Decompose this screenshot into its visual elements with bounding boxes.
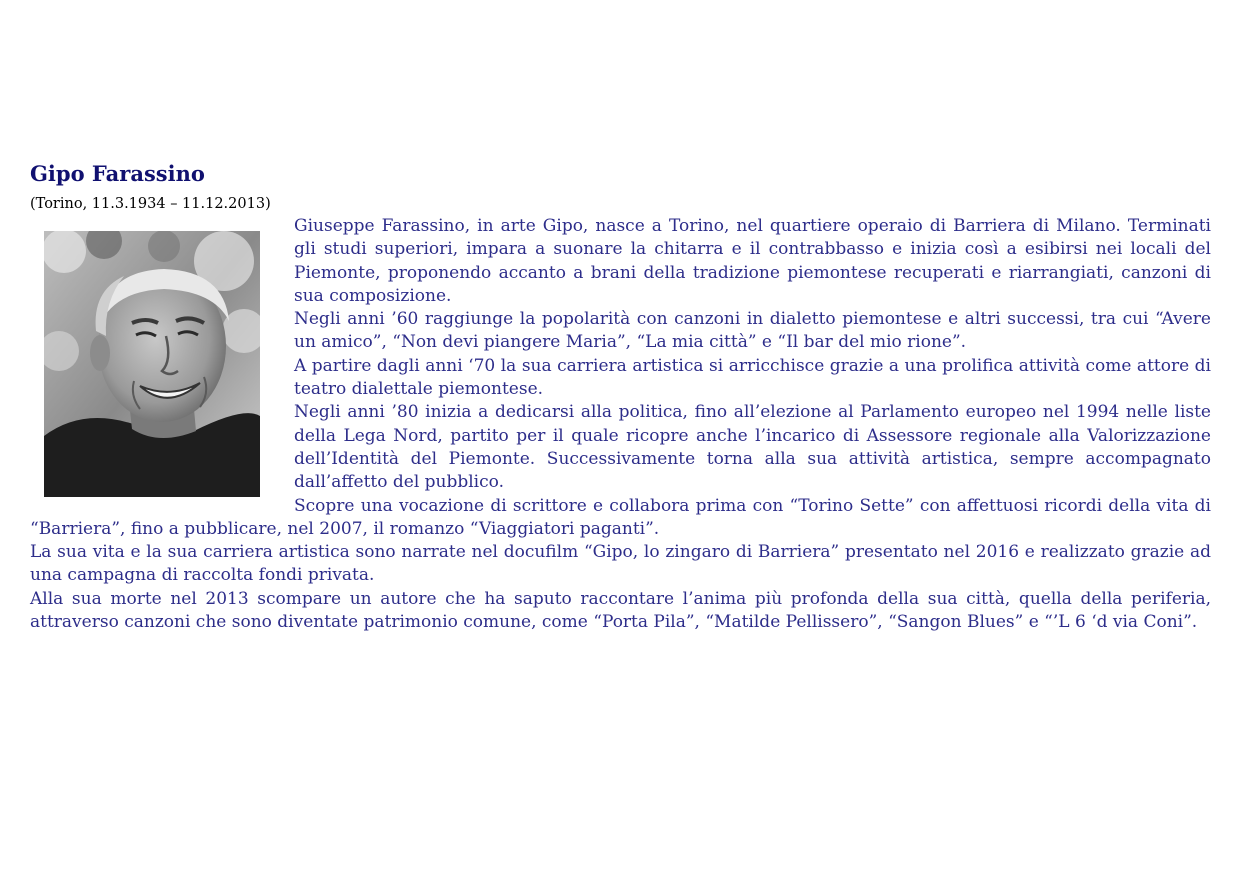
bio-paragraph: Scopre una vocazione di scrittore e collabora prima con “Torino Sette” con affettuosi ricordi della vita di “Barriera”, fino a pubblicare, nel 2007, il romanzo “Viaggiatori paganti”. <box>30 495 1211 539</box>
biography-text <box>30 215 1211 634</box>
life-dates: (Torino, 11.3.1934 – 11.12.2013) <box>30 196 271 212</box>
page-title: Gipo Farassino <box>30 161 205 186</box>
bio-paragraph: Alla sua morte nel 2013 scompare un autore che ha saputo raccontare l’anima più profonda della sua città, quella della periferia, attraverso canzoni che sono diventate patrimonio comune, come “Porta Pila”, “Matilde Pellissero”, “Sangon Blues” e “’L 6 ‘d via Coni”. <box>30 588 1211 633</box>
bio-paragraph: Giuseppe Farassino, in arte Gipo, nasce a Torino, nel quartiere operaio di Barriera di Milano. Terminati gli studi superiori, impara a suonare la chitarra e il contrabbasso e inizia così a esibirsi nei locali del Piemonte, proponendo accanto a brani della tradizione piemontese recuperati e riarrangiati, canzoni di sua composizione. <box>294 216 1211 306</box>
bio-paragraph: Negli anni ’80 inizia a dedicarsi alla politica, fino all’elezione al Parlamento europeo nel 1994 nelle liste della Lega Nord, partito per il quale ricopre anche l’incarico di Assessore regionale alla Valorizzazione dell’Identità del Piemonte. Successivamente torna alla sua attività artistica, sempre accompagnato dall’affetto del pubblico. <box>294 402 1211 493</box>
bio-paragraph: La sua vita e la sua carriera artistica sono narrate nel docufilm “Gipo, lo zingaro di Barriera” presentato nel 2016 e realizzato grazie ad una campagna di raccolta fondi privata. <box>30 542 1211 586</box>
bio-paragraph: Negli anni ’60 raggiunge la popolarità con canzoni in dialetto piemontese e altri successi, tra cui “Avere un amico”, “Non devi piangere Maria”, “La mia città” e “Il bar del mio rione”. <box>294 309 1211 353</box>
bio-paragraph: A partire dagli anni ‘70 la sua carriera artistica si arricchisce grazie a una prolifica attività come attore di teatro dialettale piemontese. <box>294 355 1211 400</box>
biography-page <box>30 160 1211 634</box>
portrait-photo <box>44 231 260 497</box>
portrait-photo-icon <box>44 231 260 497</box>
